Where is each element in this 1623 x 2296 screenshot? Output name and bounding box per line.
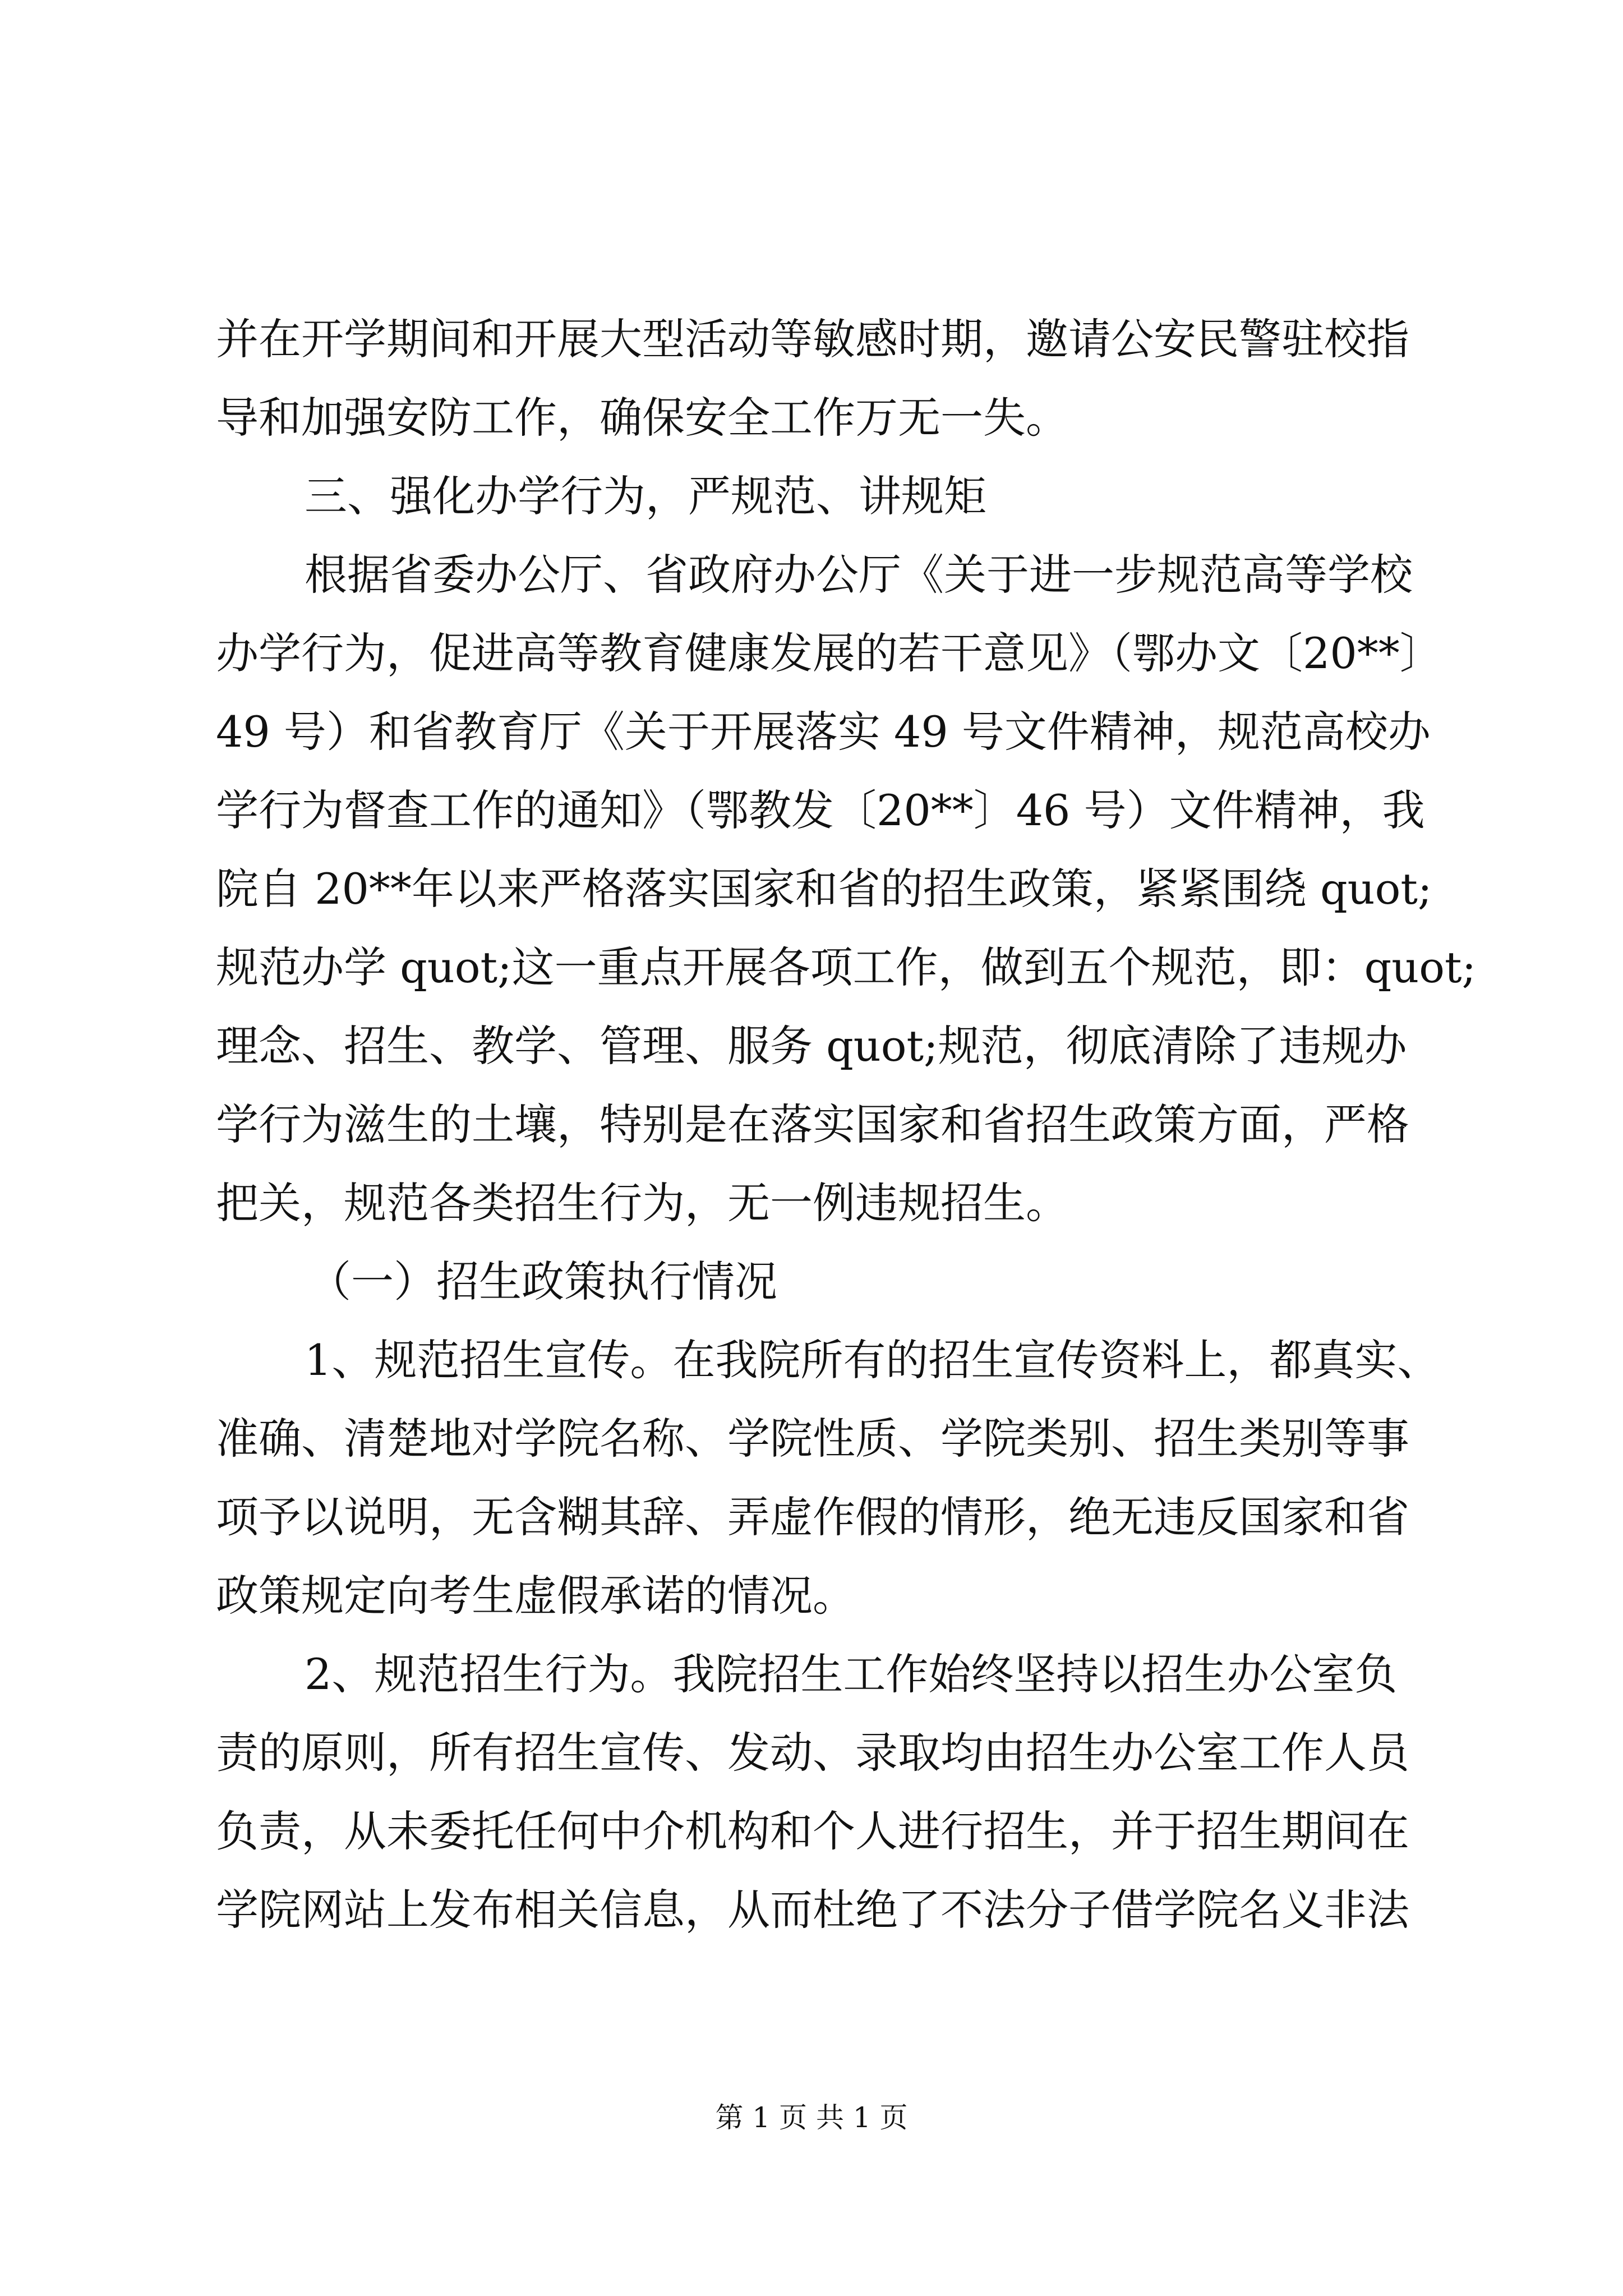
text-line: 项予以说明，无含糊其辞、弄虚作假的情形，绝无违反国家和省 xyxy=(216,1492,1409,1542)
text-line: 规范办学 quot;这一重点开展各项工作，做到五个规范，即：quot; xyxy=(216,942,1477,992)
text-line: 把关，规范各类招生行为，无一例违规招生。 xyxy=(216,1178,1068,1228)
text-line: 2、规范招生行为。我院招生工作始终坚持以招生办公室负 xyxy=(305,1649,1398,1699)
text-line: 学行为督查工作的通知》（鄂教发〔20**〕46 号）文件精神，我 xyxy=(216,785,1425,835)
text-line: 并在开学期间和开展大型活动等敏感时期，邀请公安民警驻校指 xyxy=(216,314,1409,364)
text-line: 政策规定向考生虚假承诺的情况。 xyxy=(216,1571,855,1621)
text-line: 负责，从未委托任何中介机构和个人进行招生，并于招生期间在 xyxy=(216,1806,1409,1856)
text-line: 1、规范招生宣传。在我院所有的招生宣传资料上，都真实、 xyxy=(305,1335,1440,1385)
text-line: 根据省委办公厅、省政府办公厅《关于进一步规范高等学校 xyxy=(305,550,1413,600)
text-line: 院自 20**年以来严格落实国家和省的招生政策，紧紧围绕 quot; xyxy=(216,864,1432,914)
text-line: 学院网站上发布相关信息，从而杜绝了不法分子借学院名义非法 xyxy=(216,1885,1409,1935)
document-body xyxy=(216,300,1477,1949)
page-footer: 第 1 页 共 1 页 xyxy=(715,2101,908,2134)
text-line: 准确、清楚地对学院名称、学院性质、学院类别、招生类别等事 xyxy=(216,1414,1409,1464)
text-line: 办学行为，促进高等教育健康发展的若干意见》（鄂办文〔20**〕 xyxy=(216,628,1442,678)
text-line: 49 号）和省教育厅《关于开展落实 49 号文件精神，规范高校办 xyxy=(216,707,1431,757)
text-line: 责的原则，所有招生宣传、发动、录取均由招生办公室工作人员 xyxy=(216,1728,1409,1778)
text-line: 理念、招生、教学、管理、服务 quot;规范，彻底清除了违规办 xyxy=(216,1021,1407,1071)
section-heading: 三、强化办学行为，严规范、讲规矩 xyxy=(305,471,986,521)
subsection-heading: （一）招生政策执行情况 xyxy=(308,1257,777,1306)
text-line: 学行为滋生的土壤，特别是在落实国家和省招生政策方面，严格 xyxy=(216,1099,1409,1149)
text-line: 导和加强安防工作，确保安全工作万无一失。 xyxy=(216,393,1068,443)
